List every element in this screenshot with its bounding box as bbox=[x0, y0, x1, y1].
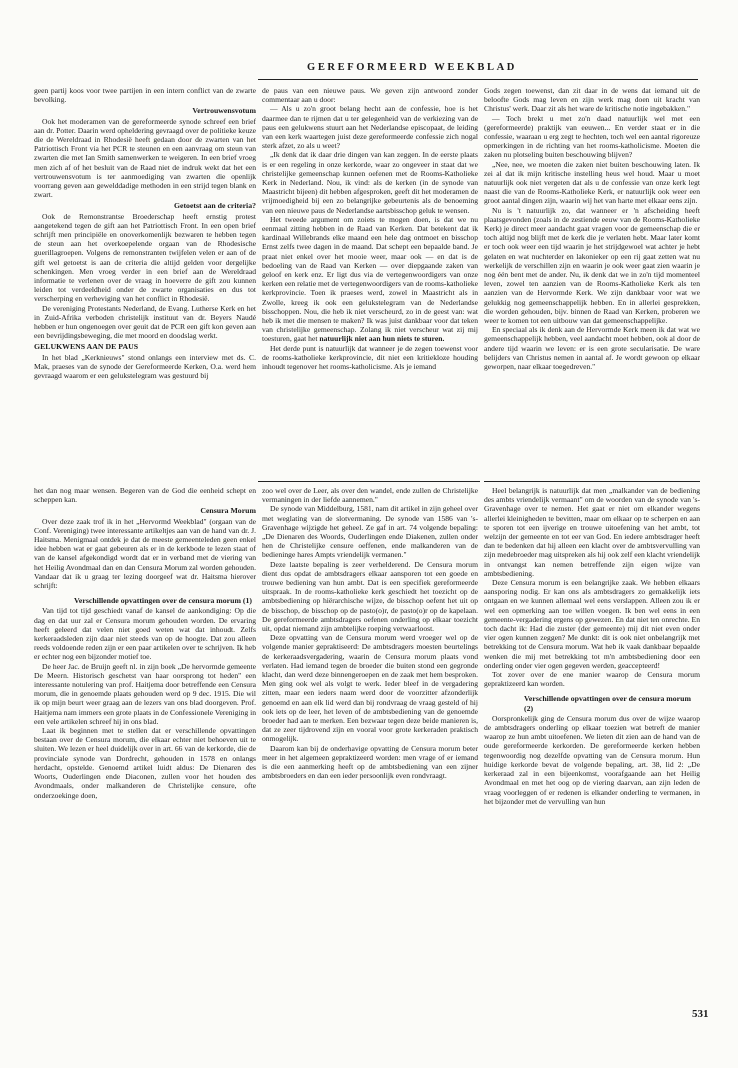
paragraph bbox=[262, 215, 478, 344]
paragraph: „Ik denk dat ik daar drie dingen van kan zeggen. In de eerste plaats is er een regeling in onze kerkorde, waar zo ongeveer in staat dat we christelijke gemeenschap kunnen oefenen met de Rooms-Katholieke Kerk in Nederland. Nou, ik vind: als de kerken (in de synode van Maastricht bijeen) dit hebben afgesproken, geeft dit het moderamen de vrijmoedigheid bij een zo belangrijke gebeurtenis als de benoeming van een nieuwe paus de Nederlandse aartsbisschop geluk te wensen. bbox=[262, 150, 478, 215]
section-divider bbox=[484, 481, 700, 482]
paragraph: En speciaal als ik denk aan de Hervormde Kerk meen ik dat wat we gemeenschappelijk hebben, veel aandacht moet hebben, ook al door de andere tijd waarin we leven: er is een grote secularisatie. De ware belijders van Christus nemen in aantal af. Je wordt gewoon op elkaar geworpen, naar elkaar toegedreven." bbox=[484, 325, 700, 372]
paragraph: Over deze zaak trof ik in het „Hervormd Weekblad" (orgaan van de Conf. Vereniging) twee interessante artikeltjes aan van de hand van dr. J. Haitsma. Menigmaal ontdek je dat de meeste gemeenteleden geen enkel idee hebben wat er gaat gebeuren als er in de kerkbode te lezen staat of van de kansel afgekondigd wordt dat er in verband met de viering van het Heilig Avondmaal dan en dan Censura Morum zal worden gehouden. Vandaar dat ik u graag ter lezing doorgeef wat dr. Haitsma hierover schrijft: bbox=[34, 516, 256, 591]
bottom-column-1 bbox=[34, 486, 256, 1006]
paragraph: Ook het moderamen van de gereformeerde synode schreef een brief aan dr. Potter. Daarin werd opheldering gevraagd over de politieke keuze die de Wereldraad in Rhodesië heeft gedaan door de zwarten van het Patriottisch Front via het PCR te steunen en een aanvraag om steun van zwarten die met Ian Smith samenwerken te weigeren. In een brief vroeg men zich af of het besluit van de Raad niet de indruk wekt dat het een vertrouwensvotum is ter aanmoediging van zwarten die openlijk voorrang geven aan gewelddadige methoden in een strijd tegen blank en zwart. bbox=[34, 116, 256, 200]
paragraph: Nu is 't natuurlijk zo, dat wanneer er 'n afscheiding heeft plaatsgevonden (zoals in de zestiende eeuw van de Rooms-Katholieke Kerk) je direct meer aandacht gaat vragen voor de gemeenschap die er toch altijd nog blijft met de kerk die je verlaten hebt. Maar later komt er toch ook weer een tijd waarin je het strijdgewoel wat achter je hebt gelaten en wat nuchterder en lakonieker op een rij gaat zetten wat nu werkelijk de verschillen zijn en waarin je ook weer gaat zien waarin je nog één bent met de ander. Nu, ik denk dat we in zo'n tijd momenteel leven, zowel ten aanzien van de Rooms-Katholieke Kerk als ten aanzien van de Hervormde Kerk. We zijn dankbaar voor wat we gelukkig nog gemeenschappelijk hebben. En in allerlei gesprekken, die worden gehouden, bijv. binnen de Raad van Kerken, proberen we weer te komen tot een uitbouw van dat gemeenschappelijke. bbox=[484, 205, 700, 326]
section-divider bbox=[258, 481, 480, 482]
bold-text: natuurlijk niet aan hun niets te sturen. bbox=[319, 334, 445, 344]
paragraph: Tot zover over de ene manier waarop de Censura morum gepraktizeerd kan worden. bbox=[484, 670, 700, 689]
paragraph: zoo wel over de Leer, als over den wandel, ende zullen de Christelijke vermaningen in der liefde aannemen." bbox=[262, 486, 478, 505]
paragraph: Laat ik beginnen met te stellen dat er verschillende opvattingen bestaan over de Censura morum, die elkaar echter niet behoeven uit te sluiten. We lezen er heel duidelijk over in art. 66 van de kerkorde, die de provinciale synode van Dordrecht, gehouden in 1578 en onlangs herdacht, opstelde. Genoemd artikel luidt aldus: De Dienaren des Woorts, Ouderlingen ende Diaconen, zullen voor het houden des Avondmaals, onder malkanderen de Christelijke censure, ofte onderzoekinge doen, bbox=[34, 726, 256, 800]
heading-censura-morum: Censura Morum bbox=[200, 506, 256, 516]
masthead: GEREFORMEERD WEEKBLAD bbox=[307, 62, 517, 73]
paragraph: „Nee, nee, we moeten die zaken niet buiten beschouwing laten. Ik zei al dat ik mijn kritische instelling heus wel houd. Maar u moet natuurlijk ook niet vergeten dat als u de confessie van onze kerk legt naast die van de Rooms-Katholieke Kerk, er natuurlijk ook weer een groot aantal dingen zijn, waarin wij het van harte met elkaar eens zijn. bbox=[484, 159, 700, 206]
top-column-2 bbox=[262, 86, 478, 478]
heading-gelukwens: GELUKWENS AAN DE PAUS bbox=[34, 342, 139, 352]
bottom-column-3 bbox=[484, 486, 700, 1006]
paragraph: Oorspronkelijk ging de Censura morum dus over de wijze waarop de ambtsdragers onderling op elkaar toezien wat betreft de manier waarop ze hun ambt uitoefenen. We lieten dit zien aan de hand van de oude gereformeerde kerkorden. De gereformeerde kerken hebben tegenwoordig nog dezelfde opvatting van de Censura morum. Hun huidige kerkorde bevat de volgende bepaling, art. 38, lid 2: „De kerkeraad zal in een bijeenkomst, voorafgaande aan het Heilig Avondmaal en met het oog op de viering daarvan, aan zijn leden de vraag voorleggen of er redenen is elkander onderling te vermanen, in het bijzonder met de vervulling van hun bbox=[484, 713, 700, 806]
text: Het tweede argument om zoiets te mogen doen, is dat we nu eenmaal zitting hebben in de Raad van Kerken. Dat betekent dat ik kardinaal Willebrands elke maand een hele dag ontmoet en bisschop Ernst zelfs twee dagen in de maand. Dat schept een bepaalde band. Je praat niet enkel over het mooie weer, maar ook — en dat is de bedoeling van de Raad van Kerken — over diepgaande zaken van geloof en kerk enz. Er ligt dus via de vertegenwoordigers van onze kerken een relatie met de vertegenwoordigers van de rooms-katholieke kerkprovincie. Toen ik praeses werd, zowel in Maastricht als in Zwolle, kreeg ik ook een gelukstelegram van de Nederlandse bisschoppen. Nou, die heb ik niet verscheurd, zo in de geest van: wat heb ik met die mensen te maken? Ik was juist dankbaar voor dat teken van christelijke gemeenschap. Zolang ik niet verscheur wat zij mij toesturen, gaat het bbox=[262, 214, 478, 344]
paragraph: De synode van Middelburg, 1581, nam dit artikel in zijn geheel over met weglating van de slotvermaning. De synode van 1586 van 's-Gravenhage wijzigde het geheel. Ze gaf in art. 74 volgende bepaling: „De Dienaren des Woords, Ouderlingen ende Diakenen, zullen onder hen de Christelijke censure oeffenen, ende malkanderen van de bedieninge hares Ampts vriendelijk vermanen." bbox=[262, 504, 478, 560]
bottom-column-2 bbox=[262, 486, 478, 1006]
paragraph: Gods zegen toewenst, dan zit daar in de wens dat iemand uit de beloofte Gods mag leven en zijn werk mag doen uit kracht van Christus' werk. Daar zit als het ware de kritische notie ingebakken." bbox=[484, 86, 700, 114]
paragraph: Deze laatste bepaling is zeer verhelderend. De Censura morum dient dus opdat de ambtsdragers elkaar aansporen tot een goede en trouwe bediening van hun ambt. Dat is een specifiek gereformeerde uitspraak. In de rooms-katholieke kerk geschiedt het toezicht op de ambtsbediening op hiërarchische wijze, de bisschop oefent het uit op de bisschop, de bisschop op de pasto(o)r, de pasto(o)r op de kapelaan. De gereformeerde ambtsdragers oefenen onderling op elkaar toezicht uit, opdat niemand zijn ambtelijke roeping verwaarloost. bbox=[262, 559, 478, 634]
header-rule bbox=[258, 79, 698, 80]
paragraph: Daarom kan bij de onderhavige opvatting de Censura morum beter meer in het algemeen gepraktizeerd worden: men vrage of er iemand is die een aanmerking heeft op de ambtsbediening van een zijner ambtsbroeders en dan een ieder persoonlijk even rondvraagt. bbox=[262, 743, 478, 781]
paragraph: Deze Censura morum is een belangrijke zaak. We hebben elkaars aansporing nodig. Er kan ons als ambtsdragers zo gemakkelijk iets ontgaan en we kunnen allemaal wel eens verslappen. Alleen zou ik er wel een opmerking aan toe willen voegen. Ik ben wel eens in een gemeente-vergadering ergens op gewezen. En dat niet ten onrechte. En toch dacht ik: Had die zuster (der gemeente) mij dit niet even onder vier ogen kunnen zeggen? Me dunkt: dit is ook niet onbelangrijk met betrekking tot de Censura morum. Wat heb ik vaak dankbaar bepaalde wenken die mij met betrekking tot m'n ambtsbediening door een onderling onder vier ogen gegeven werden, geaccepteerd! bbox=[484, 578, 700, 670]
paragraph: Ook de Remonstrantse Broederschap heeft ernstig protest aangetekend tegen de gift aan het Patriottisch Front. In een open brief schrijft men principiële en onoverkomenlijk bezwaren te hebben tegen de steun aan het overkoepelende orgaan van de Rhodesische guerillagroepen. Volgens de remonstranten twijfelen velen er aan of de gift wel getoetst is aan de criteria die altijd gelden voor dergelijke schenkingen. Men vroeg verder in een brief aan de Wereldraad informatie te verlenen over de vraag in hoeverre de gift zou kunnen leiden tot verdeeldheid onder de zwarte organisaties en dus tot verscherping en verheviging van het conflict in Rhodesië. bbox=[34, 211, 256, 304]
paragraph: Heel belangrijk is natuurlijk dat men „malkander van de bediening des ambts vriendelijk vermaant" om de woorden van de synode van 's-Gravenhage over te nemen. Het gaat er niet om elkander wegens allerlei kleinigheden te bevitten, maar om elkaar op te scherpen en aan te sporen tot een ijverige en trouwe uitoefening van het ambt, tot welzijn der gemeente en tot eer van God. En iedere ambtsdrager heeft dan te bedenken dat hij alleen een klacht over de ambtsvervulling van zijn medebroeder mag uitspreken als hij ook zelf een klacht vriendelijk in ontvangst kan nemen betreffende zijn eigen wijze van ambtsbediening. bbox=[484, 486, 700, 578]
paragraph: Van tijd tot tijd geschiedt vanaf de kansel de aankondiging: Op die dag en dat uur zal er Censura morum gehouden worden. De ervaring heeft geleerd dat velen niet goed weten wat dat inhoudt. Zelfs kerkeraadsleden zijn daar niet steeds van op de hoogte. Dat zou alleen reeds voldoende reden zijn er een paar artikelen over te schrijven. Ik heb er echter nog een bijzonder motief toe. bbox=[34, 606, 256, 662]
paragraph: De vereniging Protestants Nederland, de Evang. Lutherse Kerk en het in Zuid-Afrika verboden christelijk instituut van dr. Beyers Naudé hebben er hun ongenoegen over geuit dat de PCR een gift kon geven aan een bevrijdingsbeweging, die met moord en doodslag werkt. bbox=[34, 303, 256, 341]
paragraph: In het blad „Kerknieuws" stond onlangs een interview met ds. C. Mak, praeses van de synode der Gereformeerde Kerken, O.a. werd hem gevraagd waarom er een gelukstelegram was gestuurd bij bbox=[34, 352, 256, 381]
top-column-3 bbox=[484, 86, 700, 478]
paragraph: De heer Jac. de Bruijn geeft nl. in zijn boek „De hervormde gemeente De Meern. Historisch geschetst van haar oorsprong tot heden" een interessante notulering van prof. Haitjema door betreffende een Censura morum, die in genoemde plaats gehouden werd op 9 dec. 1915. Die wil ik op mijn beurt weer graag aan de lezers van ons blad doorgeven. Prof. Haitjema nam immers een grote plaats in de Confessionele Vereniging in een vele artikelen schreef hij in ons blad. bbox=[34, 661, 256, 726]
top-column-1 bbox=[34, 86, 256, 478]
paragraph: Deze opvatting van de Censura morum werd vroeger wel op de volgende manier gepraktiseerd: De ambtsdragers moesten beurtelings de kerkeraadsvergadering, waarin de Censura morum plaats vond verlaten. Had iemand tegen de broeder die buiten stond een gegronde klacht, dan werd deze binnengeroepen en de zaak met hem besproken. Men ging ook wel als volgt te werk. Ieder bleef in de vergadering zitten, maar een ieders naam werd door de voorzitter afzonderlijk genoemd en aan elk lid werd dan bij rondvraag de vraag gesteld of hij ook iets op de leer, het leven of de ambtsbediening van de genoemde broeder had aan te merken. Een bezwaar tegen deze beide manieren is, dat ze zeer tijdrovend zijn en vooral voor grote kerkeraden praktisch onmogelijk. bbox=[262, 633, 478, 744]
page-number: 531 bbox=[692, 1008, 709, 1020]
paragraph: geen partij koos voor twee partijen in een intern conflict van de zwarte bevolking. bbox=[34, 86, 256, 105]
paragraph: de paus van een nieuwe paus. We geven zijn antwoord zonder commentaar aan u door: bbox=[262, 86, 478, 105]
paragraph: — Toch brekt u met zo'n daad natuurlijk wel met een (gereformeerde) praktijk van eeuwen... En verder staat er in die confessie, waaraan u erg zegt te hechten, toch wel een aantal rigoreuze opmerkingen in de richting van het rooms-katholicisme. Moeten die zaken nu plotseling buiten beschouwing blijven? bbox=[484, 113, 700, 160]
paragraph: Het derde punt is natuurlijk dat wanneer je de zegen toewenst voor de rooms-katholieke kerkprovincie, dit niet een kritiekloze houding inhoudt tegenover het rooms-katholicisme. Als je iemand bbox=[262, 343, 478, 372]
heading-verschillende-1: Verschillende opvattingen over de censura morum (1) bbox=[74, 596, 253, 606]
paragraph: — Als u zo'n groot belang hecht aan de confessie, hoe is het daarmee dan te rijmen dat u ter gelegenheid van de verkiezing van de paus een gelukwens stuurt aan het Nederlandse episcopaat, de leiding van een kerk waartegen juist deze gereformeerde confessie zich nogal sterk afzet, zo als u weet? bbox=[262, 104, 478, 151]
heading-verschillende-2: Verschillende opvattingen over de censura morum (2) bbox=[524, 694, 691, 713]
paragraph: het dan nog maar wensen. Begeren van de God die eenheid schept en scheppen kan. bbox=[34, 486, 256, 505]
heading-criteria: Getoetst aan de criteria? bbox=[173, 201, 256, 211]
heading-vertrouwensvotum: Vertrouwensvotum bbox=[192, 106, 256, 116]
